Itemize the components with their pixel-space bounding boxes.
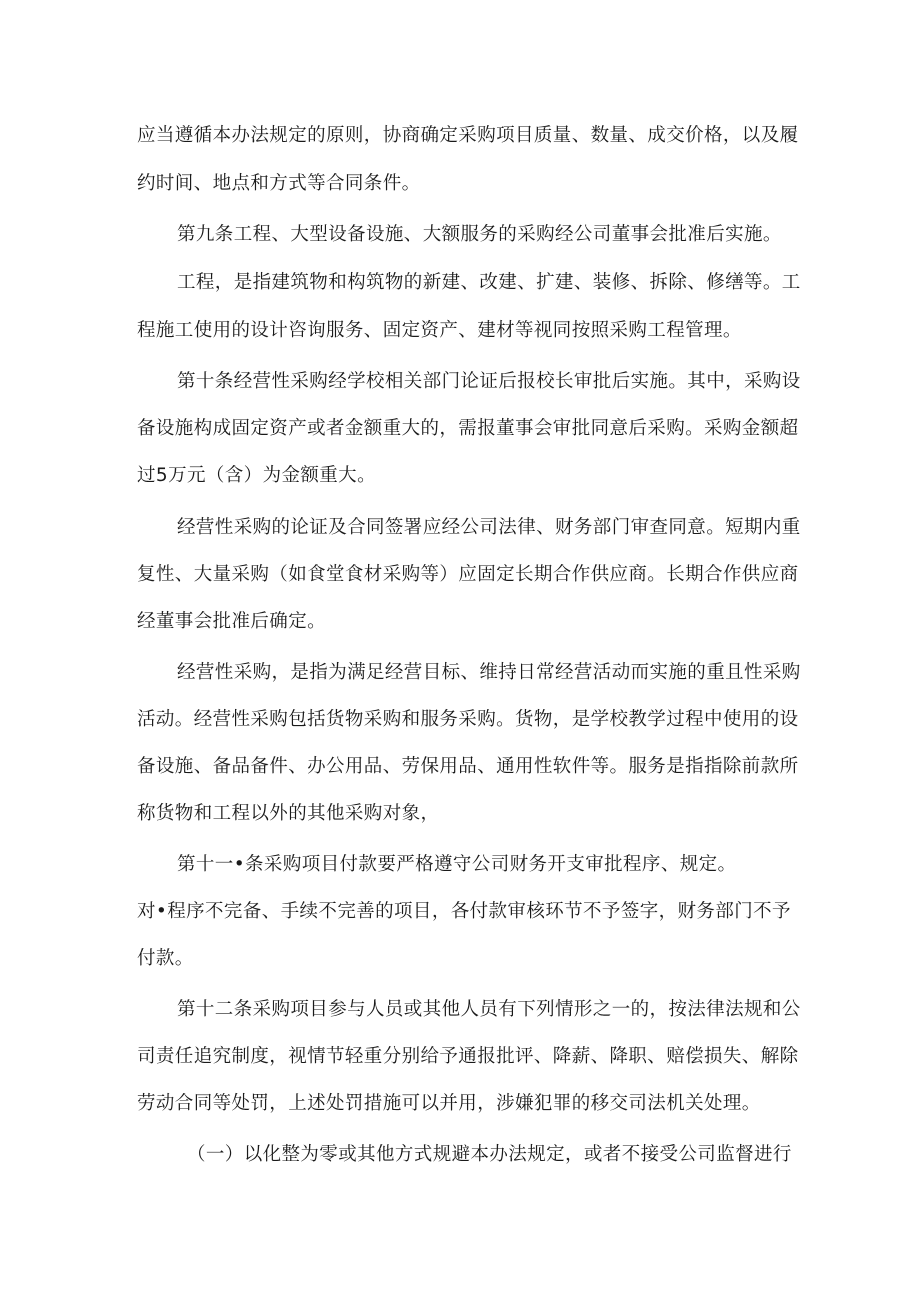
text-line-20: 司责任追究制度，视情节轻重分别给予通报批评、降薪、降职、赔偿损失、解除 (137, 1046, 799, 1067)
text-line-18: 付款。 (137, 948, 194, 969)
text-line-2: 约时间、地点和方式等合同条件。 (137, 173, 421, 194)
text-line-15: 称货物和工程以外的其他采购对象， (137, 803, 440, 824)
text-line-6: 第十条经营性采购经学校相关部门论证后报校长审批后实施。其中，采购设 (177, 371, 801, 392)
text-line-8: 过5万元（含）为金额重大。 (137, 465, 376, 486)
text-line-13: 活动。经营性采购包括货物采购和服务采购。货物，是学校教学过程中使用的设 (137, 709, 799, 730)
text-line-16: 第十一•条采购项目付款要严格遵守公司财务开支审批程序、规定。 (177, 854, 737, 875)
text-line-4: 工程，是指建筑物和构筑物的新建、改建、扩建、装修、拆除、修缮等。工 (177, 272, 801, 293)
text-line-19: 第十二条采购项目参与人员或其他人员有下列情形之一的，按法律法规和公 (177, 999, 801, 1020)
text-line-12: 经营性采购，是指为满足经营目标、维持日常经营活动而实施的重且性采购 (177, 662, 801, 683)
text-line-22: （一）以化整为零或其他方式规避本办法规定，或者不接受公司监督进行 (187, 1144, 792, 1165)
text-line-21: 劳动合同等处罚，上述处罚措施可以并用，涉嫌犯罪的移交司法机关处理。 (137, 1093, 761, 1114)
text-line-5: 程施工使用的设计咨询服务、固定资产、建材等视同按照采购工程管理。 (137, 320, 742, 341)
text-line-3: 第九条工程、大型设备设施、大额服务的采购经公司董事会批准后实施。 (177, 224, 782, 245)
text-line-11: 经董事会批准后确定。 (137, 611, 327, 632)
text-line-7: 备设施构成固定资产或者金额重大的，需报董事会审批同意后采购。采购金额超 (137, 418, 799, 439)
text-line-1: 应当遵循本办法规定的原则，协商确定采购项目质量、数量、成交价格，以及履 (137, 125, 799, 146)
text-line-17: 对•程序不完备、手续不完善的项目，各付款审核环节不予签字，财务部门不予 (137, 901, 791, 922)
text-line-10: 复性、大量采购（如食堂食材采购等）应固定长期合作供应商。长期合作供应商 (137, 564, 799, 585)
text-line-9: 经营性采购的论证及合同签署应经公司法律、财务部门审查同意。短期内重 (177, 517, 801, 538)
text-line-14: 备设施、备品备件、办公用品、劳保用品、通用性软件等。服务是指指除前款所 (137, 756, 799, 777)
